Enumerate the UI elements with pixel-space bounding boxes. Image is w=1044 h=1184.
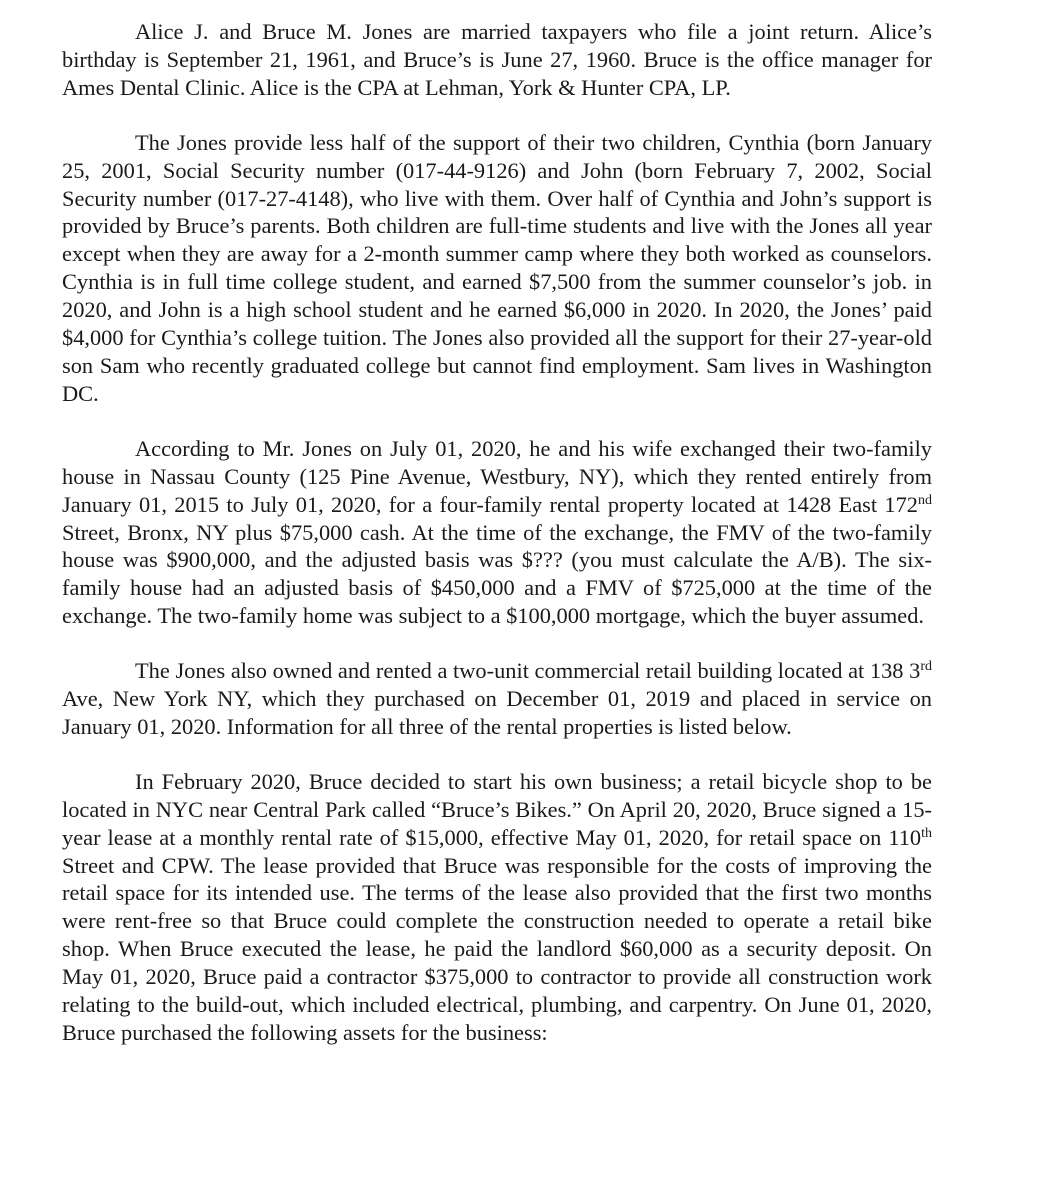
paragraph-children-support [62, 129, 932, 408]
paragraph-taxpayers [62, 18, 932, 102]
document-page [62, 18, 932, 1047]
paragraph-text: The Jones provide less half of the support of their two children, Cynthia (born January 25, 2001, Social Security number (017-44-9126) and John (born February 7, 2002, Social Security number (017-27-4148), who live with them. Over half of Cynthia and John’s support is provided by Bruce’s parents. Both children are full-time students and live with the Jones all year except when they are away for a 2-month summer camp where they both worked as counselors. Cynthia is in full time college student, and earned $7,500 from the summer counselor’s job. in 2020, and John is a high school student and he earned $6,000 in 2020. In 2020, the Jones’ paid $4,000 for Cynthia’s college tuition. The Jones also provided all the support for their 27-year-old son Sam who recently graduated college but cannot find employment. Sam lives in Washington DC. [62, 129, 932, 406]
paragraph-bike-shop [62, 768, 932, 1047]
paragraph-text: In February 2020, Bruce decided to start his own business; a retail bicycle shop to be located in NYC near Central Park called “Bruce’s Bikes.” On April 20, 2020, Bruce signed a 15-year lease at a monthly rental rate of $15,000, effective May 01, 2020, for retail space on 110 [62, 768, 932, 850]
paragraph-text: The Jones also owned and rented a two-unit commercial retail building located at 138 3 [135, 658, 921, 684]
paragraph-text: Street and CPW. The lease provided that Bruce was responsible for the costs of improving the retail space for its intended use. The terms of the lease also provided that the first two months were rent-free so that Bruce could complete the construction needed to operate a retail bike shop. When Bruce executed the lease, he paid the landlord $60,000 as a security deposit. On May 01, 2020, Bruce paid a contractor $375,000 to contractor to provide all construction work relating to the build-out, which included electrical, plumbing, and carpentry. On June 01, 2020, Bruce purchased the following assets for the business: [62, 852, 932, 1045]
paragraph-text: Alice J. and Bruce M. Jones are married taxpayers who file a joint return. Alice’s birthday is September 21, 1961, and Bruce’s is June 27, 1960. Bruce is the office manager for Ames Dental Clinic. Alice is the CPA at Lehman, York & Hunter CPA, LP. [62, 19, 932, 100]
ordinal-suffix: th [921, 825, 932, 841]
ordinal-suffix: rd [920, 659, 932, 675]
paragraph-commercial-building [62, 657, 932, 741]
paragraph-text: According to Mr. Jones on July 01, 2020, he and his wife exchanged their two-family house in Nassau County (125 Pine Avenue, Westbury, NY), which they rented entirely from January 01, 2015 to July 01, 2020, for a four-family rental property located at 1428 East 172 [62, 435, 932, 517]
ordinal-suffix: nd [918, 492, 932, 508]
paragraph-text: Street, Bronx, NY plus $75,000 cash. At the time of the exchange, the FMV of the two-family house was $900,000, and the adjusted basis was $??? (you must calculate the A/B). The six-family house had an adjusted basis of $450,000 and a FMV of $725,000 at the time of the exchange. The two-family home was subject to a $100,000 mortgage, which the buyer assumed. [62, 519, 932, 629]
paragraph-text: Ave, New York NY, which they purchased on December 01, 2019 and placed in service on January 01, 2020. Information for all three of the rental properties is listed below. [62, 686, 932, 739]
paragraph-property-exchange [62, 435, 932, 630]
